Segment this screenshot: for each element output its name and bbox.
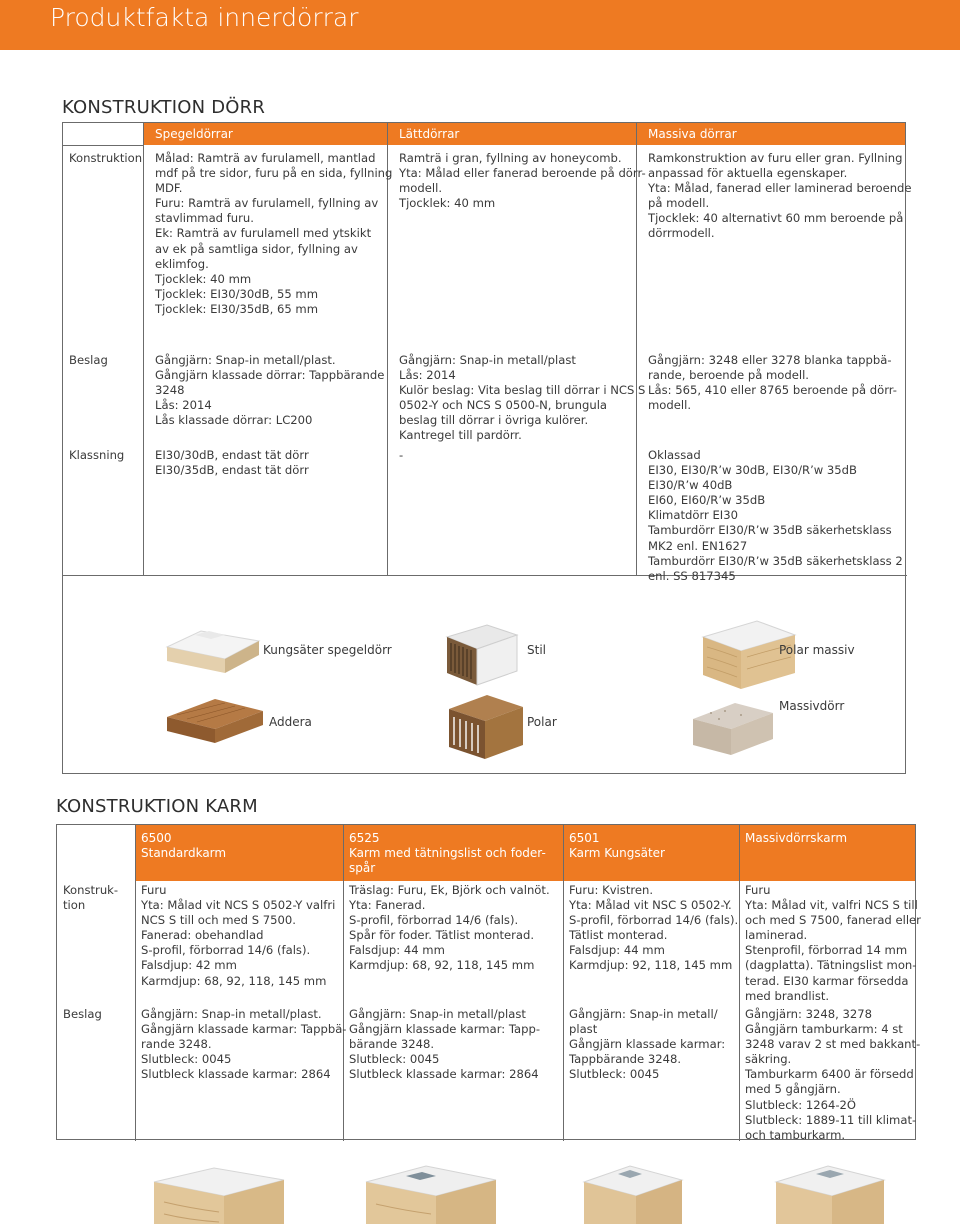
column-header-massiva-dorrar: Massiva dörrar (648, 127, 737, 141)
karm-profile-6500-image (144, 1162, 294, 1224)
karm-grid-line (343, 825, 344, 1141)
cell-klassning-spegel: EI30/30dB, endast tät dörr EI30/35dB, endast tät dörr (155, 448, 309, 478)
karm-profile-6525-image (356, 1160, 506, 1224)
cell-beslag-latt: Gångjärn: Snap-in metall/plast Lås: 2014 Kulör beslag: Vita beslag till dörrar i NCS S 0502-Y och NCS S 0500-N, brungula beslag till dörrar i övriga kulörer. Kantregel till pardörr. (399, 353, 646, 443)
row-label-konstruktion: Konstruktion (69, 151, 143, 165)
column-header-massivdorrskarm: Massivdörrskarm (745, 831, 848, 845)
row-label-beslag: Beslag (69, 353, 108, 367)
column-header-6500: 6500 Standardkarm (141, 831, 227, 860)
cell-beslag-spegel: Gångjärn: Snap-in metall/plast. Gångjärn klassade dörrar: Tappbärande 3248 Lås: 2014 Lås klassade dörrar: LC200 (155, 353, 385, 428)
stil-door-image (441, 619, 521, 693)
column-header-6525: 6525 Karm med tätningslist och foder- spår (349, 831, 546, 875)
karm-table (56, 824, 921, 1142)
label-kungsater: Kungsäter spegeldörr (263, 643, 392, 657)
door-section-title: KONSTRUKTION DÖRR (62, 97, 266, 118)
label-stil: Stil (527, 643, 546, 657)
karm-grid-line (563, 825, 564, 1141)
massivdorr-door-image (691, 699, 775, 759)
karm-cell-konstruktion-6500: Furu Yta: Målad vit NCS S 0502-Y valfri NCS S till och med S 7500. Fanerad: obehandlad S-profil, förborrad 14/6 (fals). Falsdjup: 42 mm Karmdjup: 68, 92, 118, 145 mm (141, 883, 336, 988)
door-image-area (63, 575, 907, 775)
column-header-spegeldorrar: Spegeldörrar (155, 127, 233, 141)
cell-klassning-massiva: Oklassad EI30, EI30/R’w 30dB, EI30/R’w 35dB EI30/R’w 40dB EI60, EI60/R’w 35dB Klimatdörr EI30 Tamburdörr EI30/R’w 35dB säkerhetsklass MK2 enl. EN1627 Tamburdörr EI30/R’w 35dB säkerhetsklass 2 enl. SS 817345 (648, 448, 903, 583)
column-header-6501: 6501 Karm Kungsäter (569, 831, 665, 860)
door-grid-line (63, 145, 143, 146)
addera-door-image (163, 695, 265, 749)
cell-konstruktion-latt: Ramträ i gran, fyllning av honeycomb. Yta: Målad eller fanerad beroende på dörr- modell. Tjocklek: 40 mm (399, 151, 646, 211)
karm-cell-beslag-6500: Gångjärn: Snap-in metall/plast. Gångjärn klassade karmar: Tappbä- rande 3248. Slutbleck: 0045 Slutbleck klassade karmar: 2864 (141, 1007, 347, 1082)
cell-klassning-latt: - (399, 448, 404, 462)
kungsater-door-image (165, 625, 261, 687)
row-label-klassning: Klassning (69, 448, 125, 462)
karm-row-label-beslag: Beslag (63, 1007, 102, 1021)
label-polar: Polar (527, 715, 557, 729)
cell-konstruktion-spegel: Målad: Ramträ av furulamell, mantlad mdf på tre sidor, furu på en sida, fyllning MDF. Furu: Ramträ av furulamell, fyllning av stavlimmad furu. Ek: Ramträ av furulamell med ytskikt av ek på samtliga sidor, fyllning av eklimfog. Tjocklek: 40 mm Tjocklek: EI30/30dB, 55 mm Tjocklek: EI30/35dB, 65 mm (155, 151, 393, 316)
cell-beslag-massiva: Gångjärn: 3248 eller 3278 blanka tappbä- rande, beroende på modell. Lås: 565, 410 eller 8765 beroende på dörr- modell. (648, 353, 897, 413)
label-polar-massiv: Polar massiv (779, 643, 855, 657)
label-addera: Addera (269, 715, 312, 729)
header-bar (0, 0, 960, 50)
karm-cell-konstruktion-massiv: Furu Yta: Målad vit, valfri NCS S till och med S 7500, fanerad eller laminerad. Stenprofil, förborrad 14 mm (dagplatta). Tätningslist mon- terad. EI30 karmar försedda med brandlist. (745, 883, 921, 1003)
polar-door-image (445, 689, 527, 765)
door-grid-line (143, 123, 144, 575)
karm-cell-konstruktion-6525: Träslag: Furu, Ek, Björk och valnöt. Yta: Fanerad. S-profil, förborrad 14/6 (fals). Spår för foder. Tätlist monterad. Falsdjup: 44 mm Karmdjup: 68, 92, 118, 145 mm (349, 883, 550, 973)
karm-cell-beslag-6501: Gångjärn: Snap-in metall/ plast Gångjärn klassade karmar: Tappbärande 3248. Slutbleck: 0045 (569, 1007, 726, 1082)
karm-cell-konstruktion-6501: Furu: Kvistren. Yta: Målad vit NSC S 0502-Y. S-profil, förborrad 14/6 (fals). Tätlist monterad. Falsdjup: 44 mm Karmdjup: 92, 118, 145 mm (569, 883, 739, 973)
karm-cell-beslag-massiv: Gångjärn: 3248, 3278 Gångjärn tamburkarm: 4 st 3248 varav 2 st med bakkant- säkring. Tamburkarm 6400 är försedd med 5 gångjärn. Slutbleck: 1264-2Ö Slutbleck: 1889-11 till klimat- och tamburkarm. (745, 1007, 921, 1142)
door-table-header (143, 123, 905, 145)
karm-cell-beslag-6525: Gångjärn: Snap-in metall/plast Gångjärn klassade karmar: Tapp- bärande 3248. Slutbleck: 0045 Slutbleck klassade karmar: 2864 (349, 1007, 541, 1082)
label-massivdorr: Massivdörr (779, 699, 845, 713)
karm-table-header (135, 825, 915, 881)
cell-konstruktion-massiva: Ramkonstruktion av furu eller gran. Fyllning anpassad för aktuella egenskaper. Yta: Målad, fanerad eller laminerad beroende på modell. Tjocklek: 40 alternativt 60 mm beroende på dörrmodell. (648, 151, 912, 241)
column-header-lattdorrar: Lättdörrar (399, 127, 460, 141)
page-title: Produktfakta innerdörrar (50, 3, 359, 32)
karm-row-label-konstruktion: Konstruk- tion (63, 883, 119, 912)
karm-grid-line (135, 825, 136, 1141)
karm-section-title: KONSTRUKTION KARM (56, 796, 258, 817)
karm-profile-6501-image (578, 1160, 688, 1224)
door-table (62, 122, 912, 774)
karm-profile-massivdorrskarm-image (770, 1160, 890, 1224)
karm-grid-line (739, 825, 740, 1141)
